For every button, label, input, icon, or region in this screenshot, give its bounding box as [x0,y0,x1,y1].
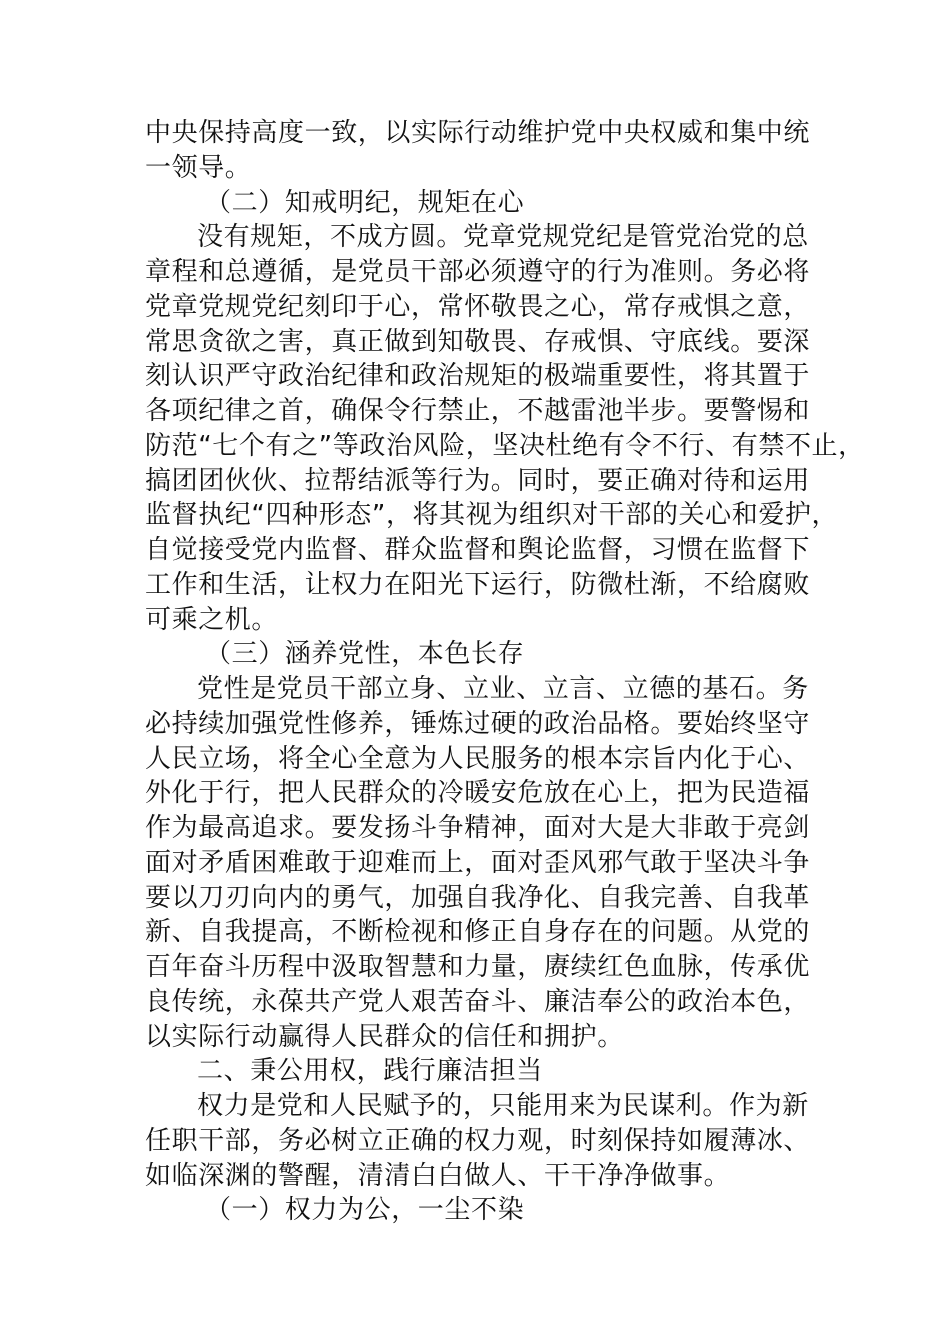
subsection-heading: （一）权力为公，一尘不染 [205,1195,525,1226]
paragraph-line: 百年奋斗历程中汲取智慧和力量，赓续红色血脉，传承优 [145,952,811,982]
paragraph-line: 党章党规党纪刻印于心，常怀敬畏之心，常存戒惧之意， [145,291,811,322]
paragraph-line: 章程和总遵循，是党员干部必须遵守的行为准则。务必将 [145,257,811,287]
paragraph-first-line: 权力是党和人民赋予的，只能用来为民谋利。作为新 [197,1091,809,1121]
paragraph-line: 中央保持高度一致，以实际行动维护党中央权威和集中统 [145,118,811,148]
paragraph-first-line: 没有规矩，不成方圆。党章党规党纪是管党治党的总 [197,222,809,253]
paragraph-line: 人民立场，将全心全意为人民服务的根本宗旨内化于心、 [145,743,811,774]
paragraph-line: 良传统，永葆共产党人艰苦奋斗、廉洁奉公的政治本色， [145,986,811,1017]
paragraph-line: 各项纪律之首，确保令行禁止，不越雷池半步。要警惕和 [145,396,811,426]
paragraph-line: 防范“七个有之”等政治风险，坚决杜绝有令不行、有禁不止， [145,430,865,461]
document-body [145,116,865,1228]
paragraph-line: 外化于行，把人民群众的冷暖安危放在心上，把为民造福 [145,778,811,809]
paragraph-line: 面对矛盾困难敢于迎难而上，面对歪风邪气敢于坚决斗争 [145,847,811,878]
paragraph-line: 常思贪欲之害，真正做到知敬畏、存戒惧、守底线。要深 [145,326,811,357]
paragraph-line: 刻认识严守政治纪律和政治规矩的极端重要性，将其置于 [145,361,811,392]
paragraph-line: 监督执纪“四种形态”，将其视为组织对干部的关心和爱护， [145,500,839,531]
paragraph-line: 可乘之机。 [145,604,279,635]
paragraph-line: 作为最高追求。要发扬斗争精神，面对大是大非敢于亮剑 [145,813,811,843]
paragraph-line: 如临深渊的警醒，清清白白做人、干干净净做事。 [145,1160,731,1191]
paragraph-line: 要以刀刃向内的勇气，加强自我净化、自我完善、自我革 [145,882,811,913]
paragraph-line: 新、自我提高，不断检视和修正自身存在的问题。从党的 [145,917,811,948]
paragraph-line: 工作和生活，让权力在阳光下运行，防微杜渐，不给腐败 [145,569,811,600]
paragraph-line: 任职干部，务必树立正确的权力观，时刻保持如履薄冰、 [145,1125,811,1156]
paragraph-line: 必持续加强党性修养，锤炼过硬的政治品格。要始终坚守 [145,708,811,739]
paragraph-line: 搞团团伙伙、拉帮结派等行为。同时，要正确对待和运用 [145,465,811,496]
paragraph-line: 自觉接受党内监督、群众监督和舆论监督，习惯在监督下 [145,535,811,565]
section-heading: 二、秉公用权，践行廉洁担当 [197,1056,543,1087]
subsection-heading: （三）涵养党性，本色长存 [205,639,525,670]
paragraph-first-line: 党性是党员干部立身、立业、立言、立德的基石。务 [197,674,809,704]
paragraph-line: 以实际行动赢得人民群众的信任和拥护。 [145,1021,624,1052]
subsection-heading: （二）知戒明纪，规矩在心 [205,187,525,218]
paragraph-line: 一领导。 [145,152,252,183]
